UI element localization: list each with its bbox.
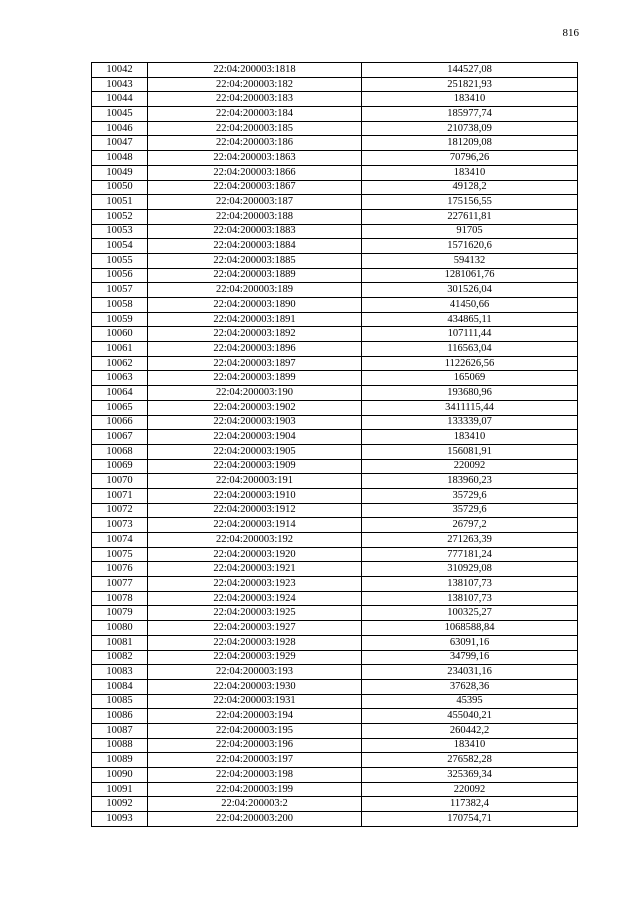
cadastral-number-cell: 22:04:200003:197 [148,753,362,768]
cadastral-number-cell: 22:04:200003:1884 [148,239,362,254]
cadastral-number-cell: 22:04:200003:1928 [148,635,362,650]
cadastral-number-cell: 22:04:200003:1904 [148,430,362,445]
table-row [92,224,578,239]
row-number-cell: 10049 [92,165,148,180]
value-cell: 455040,21 [362,709,578,724]
row-number-cell: 10073 [92,518,148,533]
row-number-cell: 10043 [92,77,148,92]
cadastral-number-cell: 22:04:200003:1905 [148,444,362,459]
value-cell: 594132 [362,253,578,268]
table-row [92,591,578,606]
table-row [92,239,578,254]
table-row [92,180,578,195]
cadastral-number-cell: 22:04:200003:1896 [148,342,362,357]
row-number-cell: 10084 [92,679,148,694]
row-number-cell: 10069 [92,459,148,474]
value-cell: 220092 [362,459,578,474]
value-cell: 183410 [362,738,578,753]
row-number-cell: 10054 [92,239,148,254]
table-row [92,121,578,136]
cadastral-number-cell: 22:04:200003:183 [148,92,362,107]
cadastral-number-cell: 22:04:200003:1920 [148,547,362,562]
value-cell: 45395 [362,694,578,709]
value-cell: 37628,36 [362,679,578,694]
cadastral-number-cell: 22:04:200003:199 [148,782,362,797]
table-row [92,518,578,533]
row-number-cell: 10080 [92,621,148,636]
value-cell: 301526,04 [362,283,578,298]
row-number-cell: 10045 [92,107,148,122]
value-cell: 1281061,76 [362,268,578,283]
value-cell: 325369,34 [362,768,578,783]
table-row [92,782,578,797]
row-number-cell: 10071 [92,488,148,503]
value-cell: 185977,74 [362,107,578,122]
table-row [92,679,578,694]
table-row [92,165,578,180]
value-cell: 183410 [362,430,578,445]
cadastral-number-cell: 22:04:200003:1903 [148,415,362,430]
cadastral-number-cell: 22:04:200003:2 [148,797,362,812]
cadastral-number-cell: 22:04:200003:1866 [148,165,362,180]
row-number-cell: 10074 [92,533,148,548]
value-cell: 133339,07 [362,415,578,430]
page-number: 816 [562,27,579,39]
table-row [92,268,578,283]
cadastral-number-cell: 22:04:200003:1883 [148,224,362,239]
cadastral-number-cell: 22:04:200003:184 [148,107,362,122]
cadastral-number-cell: 22:04:200003:1892 [148,327,362,342]
value-cell: 117382,4 [362,797,578,812]
row-number-cell: 10067 [92,430,148,445]
table-row [92,92,578,107]
row-number-cell: 10063 [92,371,148,386]
table-row [92,635,578,650]
value-cell: 100325,27 [362,606,578,621]
cadastral-number-cell: 22:04:200003:187 [148,195,362,210]
row-number-cell: 10046 [92,121,148,136]
table-row [92,342,578,357]
value-cell: 181209,08 [362,136,578,151]
table-row [92,547,578,562]
value-cell: 193680,96 [362,386,578,401]
cadastral-number-cell: 22:04:200003:1927 [148,621,362,636]
row-number-cell: 10051 [92,195,148,210]
row-number-cell: 10089 [92,753,148,768]
row-number-cell: 10083 [92,665,148,680]
row-number-cell: 10093 [92,812,148,827]
cadastral-number-cell: 22:04:200003:185 [148,121,362,136]
table-row [92,812,578,827]
cadastral-number-cell: 22:04:200003:1929 [148,650,362,665]
value-cell: 434865,11 [362,312,578,327]
row-number-cell: 10072 [92,503,148,518]
cadastral-number-cell: 22:04:200003:1930 [148,679,362,694]
cadastral-number-cell: 22:04:200003:1925 [148,606,362,621]
value-cell: 260442,2 [362,723,578,738]
value-cell: 138107,73 [362,577,578,592]
table-row [92,768,578,783]
row-number-cell: 10055 [92,253,148,268]
table-row [92,209,578,224]
table-row [92,312,578,327]
table-row [92,327,578,342]
cadastral-number-cell: 22:04:200003:1902 [148,400,362,415]
value-cell: 1571620,6 [362,239,578,254]
row-number-cell: 10061 [92,342,148,357]
value-cell: 91705 [362,224,578,239]
cadastral-number-cell: 22:04:200003:194 [148,709,362,724]
table-row [92,797,578,812]
table-row [92,430,578,445]
cadastral-number-cell: 22:04:200003:1863 [148,151,362,166]
value-cell: 49128,2 [362,180,578,195]
value-cell: 251821,93 [362,77,578,92]
cadastral-number-cell: 22:04:200003:193 [148,665,362,680]
cadastral-number-cell: 22:04:200003:195 [148,723,362,738]
table-row [92,753,578,768]
value-cell: 175156,55 [362,195,578,210]
cadastral-number-cell: 22:04:200003:200 [148,812,362,827]
value-cell: 35729,6 [362,503,578,518]
table-row [92,195,578,210]
row-number-cell: 10076 [92,562,148,577]
table-row [92,283,578,298]
row-number-cell: 10091 [92,782,148,797]
value-cell: 183960,23 [362,474,578,489]
cadastral-number-cell: 22:04:200003:188 [148,209,362,224]
value-cell: 35729,6 [362,488,578,503]
value-cell: 276582,28 [362,753,578,768]
cadastral-number-cell: 22:04:200003:198 [148,768,362,783]
row-number-cell: 10064 [92,386,148,401]
value-cell: 227611,81 [362,209,578,224]
cadastral-table [91,62,578,827]
row-number-cell: 10079 [92,606,148,621]
value-cell: 144527,08 [362,63,578,78]
value-cell: 107111,44 [362,327,578,342]
table-row [92,386,578,401]
row-number-cell: 10068 [92,444,148,459]
cadastral-number-cell: 22:04:200003:1912 [148,503,362,518]
table-row [92,621,578,636]
value-cell: 138107,73 [362,591,578,606]
row-number-cell: 10088 [92,738,148,753]
table-row [92,738,578,753]
table-row [92,77,578,92]
row-number-cell: 10082 [92,650,148,665]
table-row [92,694,578,709]
value-cell: 70796,26 [362,151,578,166]
table-row [92,474,578,489]
row-number-cell: 10042 [92,63,148,78]
value-cell: 183410 [362,92,578,107]
row-number-cell: 10081 [92,635,148,650]
table-row [92,503,578,518]
row-number-cell: 10060 [92,327,148,342]
cadastral-number-cell: 22:04:200003:1931 [148,694,362,709]
table-row [92,709,578,724]
cadastral-number-cell: 22:04:200003:1914 [148,518,362,533]
value-cell: 777181,24 [362,547,578,562]
value-cell: 210738,09 [362,121,578,136]
value-cell: 1122626,56 [362,356,578,371]
row-number-cell: 10070 [92,474,148,489]
row-number-cell: 10059 [92,312,148,327]
cadastral-number-cell: 22:04:200003:196 [148,738,362,753]
row-number-cell: 10056 [92,268,148,283]
cadastral-number-cell: 22:04:200003:191 [148,474,362,489]
value-cell: 41450,66 [362,298,578,313]
row-number-cell: 10066 [92,415,148,430]
value-cell: 3411115,44 [362,400,578,415]
table-row [92,107,578,122]
row-number-cell: 10090 [92,768,148,783]
table-row [92,459,578,474]
cadastral-number-cell: 22:04:200003:1818 [148,63,362,78]
table-body [92,63,578,827]
row-number-cell: 10044 [92,92,148,107]
value-cell: 34799,16 [362,650,578,665]
cadastral-number-cell: 22:04:200003:1909 [148,459,362,474]
row-number-cell: 10078 [92,591,148,606]
cadastral-number-cell: 22:04:200003:182 [148,77,362,92]
cadastral-number-cell: 22:04:200003:1921 [148,562,362,577]
cadastral-number-cell: 22:04:200003:1899 [148,371,362,386]
row-number-cell: 10087 [92,723,148,738]
row-number-cell: 10047 [92,136,148,151]
table-row [92,577,578,592]
row-number-cell: 10075 [92,547,148,562]
value-cell: 271263,39 [362,533,578,548]
value-cell: 26797,2 [362,518,578,533]
cadastral-number-cell: 22:04:200003:1910 [148,488,362,503]
row-number-cell: 10085 [92,694,148,709]
row-number-cell: 10048 [92,151,148,166]
table-row [92,63,578,78]
row-number-cell: 10086 [92,709,148,724]
table-row [92,371,578,386]
table-row [92,606,578,621]
value-cell: 156081,91 [362,444,578,459]
cadastral-number-cell: 22:04:200003:1867 [148,180,362,195]
value-cell: 234031,16 [362,665,578,680]
cadastral-number-cell: 22:04:200003:1923 [148,577,362,592]
table-row [92,298,578,313]
value-cell: 170754,71 [362,812,578,827]
table-row [92,562,578,577]
row-number-cell: 10077 [92,577,148,592]
table-row [92,723,578,738]
row-number-cell: 10057 [92,283,148,298]
value-cell: 310929,08 [362,562,578,577]
value-cell: 63091,16 [362,635,578,650]
table-row [92,665,578,680]
row-number-cell: 10053 [92,224,148,239]
table-row [92,444,578,459]
value-cell: 116563,04 [362,342,578,357]
table-row [92,650,578,665]
table-row [92,253,578,268]
table-row [92,400,578,415]
row-number-cell: 10058 [92,298,148,313]
table-row [92,533,578,548]
row-number-cell: 10050 [92,180,148,195]
value-cell: 1068588,84 [362,621,578,636]
cadastral-number-cell: 22:04:200003:1890 [148,298,362,313]
cadastral-number-cell: 22:04:200003:1897 [148,356,362,371]
row-number-cell: 10065 [92,400,148,415]
table-row [92,136,578,151]
value-cell: 165069 [362,371,578,386]
cadastral-number-cell: 22:04:200003:186 [148,136,362,151]
row-number-cell: 10062 [92,356,148,371]
cadastral-number-cell: 22:04:200003:189 [148,283,362,298]
value-cell: 183410 [362,165,578,180]
row-number-cell: 10052 [92,209,148,224]
cadastral-number-cell: 22:04:200003:1924 [148,591,362,606]
table-row [92,488,578,503]
cadastral-number-cell: 22:04:200003:192 [148,533,362,548]
cadastral-number-cell: 22:04:200003:1891 [148,312,362,327]
table-row [92,415,578,430]
cadastral-number-cell: 22:04:200003:1885 [148,253,362,268]
value-cell: 220092 [362,782,578,797]
cadastral-number-cell: 22:04:200003:1889 [148,268,362,283]
row-number-cell: 10092 [92,797,148,812]
table-row [92,151,578,166]
table-row [92,356,578,371]
cadastral-number-cell: 22:04:200003:190 [148,386,362,401]
